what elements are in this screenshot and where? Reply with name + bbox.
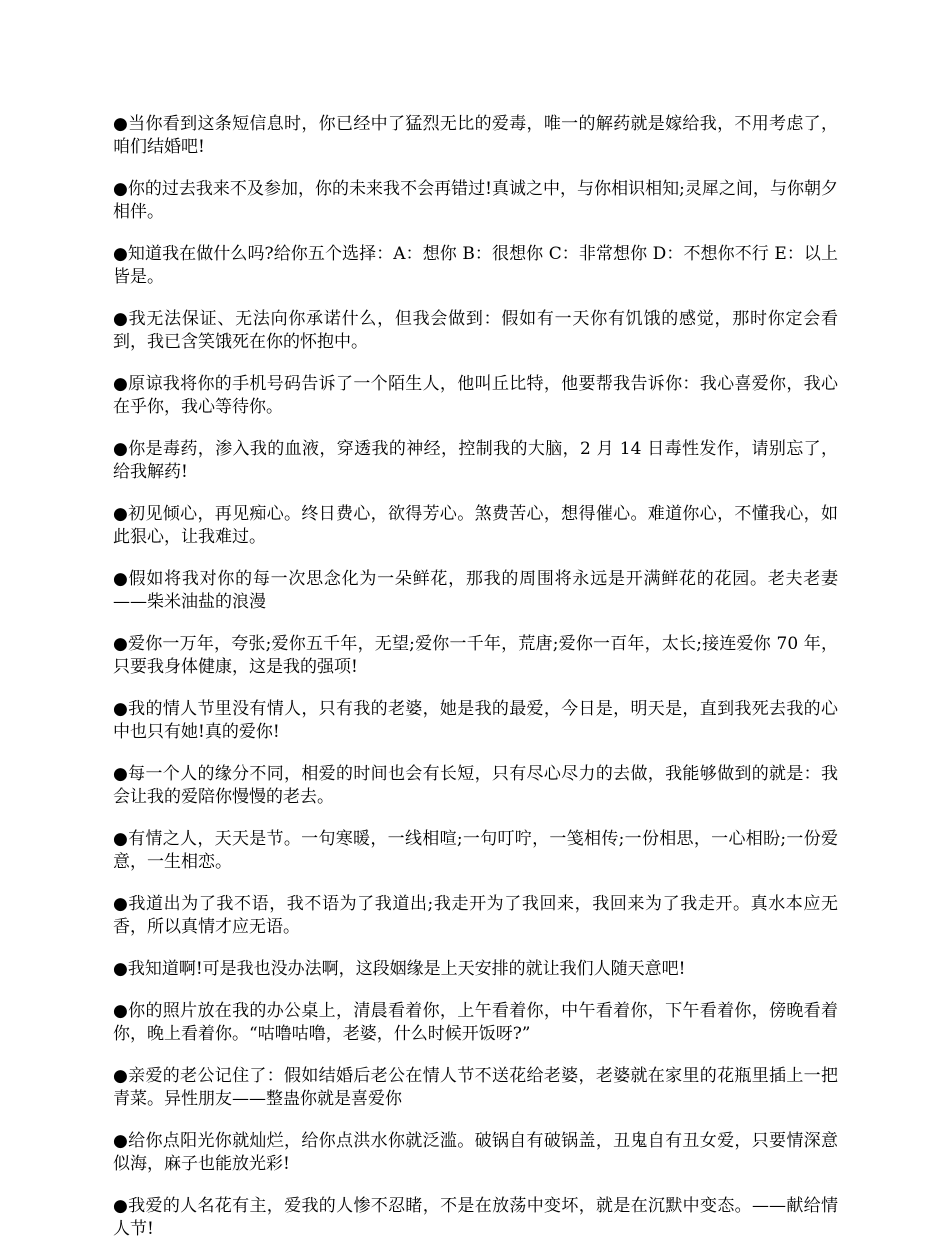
paragraph-3: ●知道我在做什么吗?给你五个选择：A：想你 B：很想你 C：非常想你 D：不想你不行 E：以上皆是。: [113, 244, 838, 287]
paragraph-14: ●我知道啊!可是我也没办法啊，这段姻缘是上天安排的就让我们人随天意吧!: [113, 959, 686, 979]
paragraph-13: ●我道出为了我不语，我不语为了我道出;我走开为了我回来，我回来为了我走开。真水本应无香，所以真情才应无语。: [113, 894, 838, 937]
paragraph-1: ●当你看到这条短信息时，你已经中了猛烈无比的爱毒，唯一的解药就是嫁给我，不用考虑了，咱们结婚吧!: [113, 114, 838, 157]
paragraph-10: ●我的情人节里没有情人，只有我的老婆，她是我的最爱，今日是，明天是，直到我死去我的心中也只有她!真的爱你!: [113, 699, 838, 742]
paragraph-9: ●爱你一万年，夸张;爱你五千年，无望;爱你一千年，荒唐;爱你一百年，太长;接连爱你 70 年，只要我身体健康，这是我的强项!: [113, 634, 838, 677]
paragraph-7: ●初见倾心，再见痴心。终日费心，欲得芳心。煞费苦心，想得催心。难道你心，不懂我心，如此狠心，让我难过。: [113, 504, 838, 547]
paragraph-17: ●给你点阳光你就灿烂，给你点洪水你就泛滥。破锅自有破锅盖，丑鬼自有丑女爱，只要情深意似海，麻子也能放光彩!: [113, 1131, 838, 1174]
paragraph-4: ●我无法保证、无法向你承诺什么，但我会做到：假如有一天你有饥饿的感觉，那时你定会看到，我已含笑饿死在你的怀抱中。: [113, 309, 838, 352]
paragraph-12: ●有情之人，天天是节。一句寒暖，一线相喧;一句叮咛，一笺相传;一份相思，一心相盼;一份爱意，一生相恋。: [113, 829, 838, 872]
document-page: [113, 113, 838, 1260]
paragraph-8: ●假如将我对你的每一次思念化为一朵鲜花，那我的周围将永远是开满鲜花的花园。老夫老妻——柴米油盐的浪漫: [113, 569, 838, 612]
paragraph-2: ●你的过去我来不及参加，你的未来我不会再错过!真诚之中，与你相识相知;灵犀之间，与你朝夕相伴。: [113, 179, 838, 222]
paragraph-16: ●亲爱的老公记住了：假如结婚后老公在情人节不送花给老婆，老婆就在家里的花瓶里插上一把青菜。异性朋友——整蛊你就是喜爱你: [113, 1066, 838, 1109]
paragraph-15: ●你的照片放在我的办公桌上，清晨看着你，上午看着你，中午看着你，下午看着你，傍晚看着你，晚上看着你。“咕噜咕噜，老婆，什么时候开饭呀?”: [113, 1001, 838, 1044]
paragraph-11: ●每一个人的缘分不同，相爱的时间也会有长短，只有尽心尽力的去做，我能够做到的就是：我会让我的爱陪你慢慢的老去。: [113, 764, 838, 807]
paragraph-5: ●原谅我将你的手机号码告诉了一个陌生人，他叫丘比特，他要帮我告诉你：我心喜爱你，我心在乎你，我心等待你。: [113, 374, 838, 417]
paragraph-18: ●我爱的人名花有主，爱我的人惨不忍睹，不是在放荡中变坏，就是在沉默中变态。——献给情人节!: [113, 1196, 838, 1239]
paragraph-6: ●你是毒药，渗入我的血液，穿透我的神经，控制我的大脑，2 月 14 日毒性发作，请别忘了，给我解药!: [113, 439, 838, 482]
